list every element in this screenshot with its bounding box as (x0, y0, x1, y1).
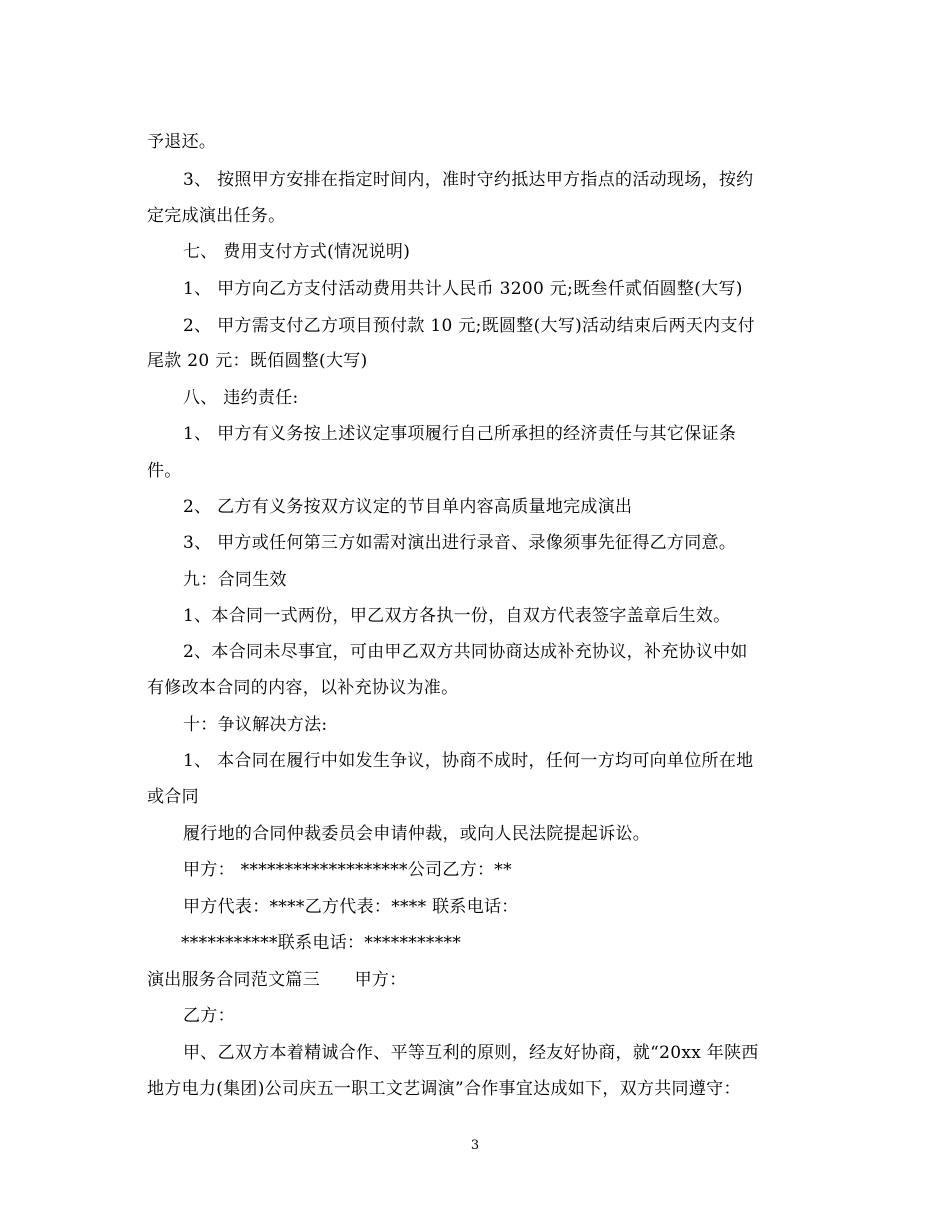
text-line: 履行地的合同仲裁委员会申请仲裁，或向人民法院提起诉讼。 (183, 824, 651, 844)
text-line: 1、本合同一式两份，甲乙双方各执一份，自双方代表签字盖章后生效。 (183, 606, 731, 626)
text-line: 1、 本合同在履行中如发生争议，协商不成时，任何一方均可向单位所在地 (183, 751, 754, 771)
text-line: 地方电力(集团)公司庆五一职工文艺调演”合作事宜达成如下，双方共同遵守： (147, 1079, 741, 1099)
signature-line: ***********联系电话：*********** (181, 933, 462, 953)
text-line: 3、 甲方或任何第三方如需对演出进行录音、录像须事先征得乙方同意。 (183, 533, 737, 553)
text-line: 2、本合同未尽事宜，可由甲乙双方共同协商达成补充协议，补充协议中如 (183, 642, 748, 662)
text-line: 3、 按照甲方安排在指定时间内，准时守约抵达甲方指点的活动现场，按约 (183, 170, 754, 190)
signature-line: 甲方： *******************公司乙方：** (183, 860, 512, 880)
text-line: 定完成演出任务。 (147, 206, 286, 226)
section-title: 演出服务合同范文篇三 甲方： (147, 970, 407, 990)
signature-line: 甲方代表：****乙方代表：**** 联系电话： (183, 897, 519, 917)
section-heading: 十：争议解决方法: (183, 715, 328, 735)
text-line: 2、 甲方需支付乙方项目预付款 10 元;既圆整(大写)活动结束后两天内支付 (183, 316, 756, 336)
text-line: 或合同 (147, 787, 199, 807)
text-line: 有修改本合同的内容，以补充协议为准。 (147, 678, 459, 698)
section-heading: 七、 费用支付方式(情况说明) (183, 242, 411, 262)
text-line: 件。 (147, 461, 182, 481)
party-label: 乙方： (183, 1006, 235, 1026)
text-line: 尾款 20 元：既佰圆整(大写) (147, 351, 368, 371)
text-line: 予退还。 (147, 132, 217, 152)
section-heading: 九：合同生效 (183, 570, 287, 590)
section-heading: 八、 违约责任: (183, 388, 299, 408)
text-line: 甲、乙双方本着精诚合作、平等互利的原则，经友好协商，就“20xx 年陕西 (183, 1043, 759, 1063)
text-line: 1、 甲方向乙方支付活动费用共计人民币 3200 元;既叁仟贰佰圆整(大写) (183, 279, 743, 299)
text-line: 1、 甲方有义务按上述议定事项履行自己所承担的经济责任与其它保证条 (183, 424, 737, 444)
page-number: 3 (470, 1138, 480, 1153)
text-line: 2、 乙方有义务按双方议定的节目单内容高质量地完成演出 (183, 497, 633, 517)
